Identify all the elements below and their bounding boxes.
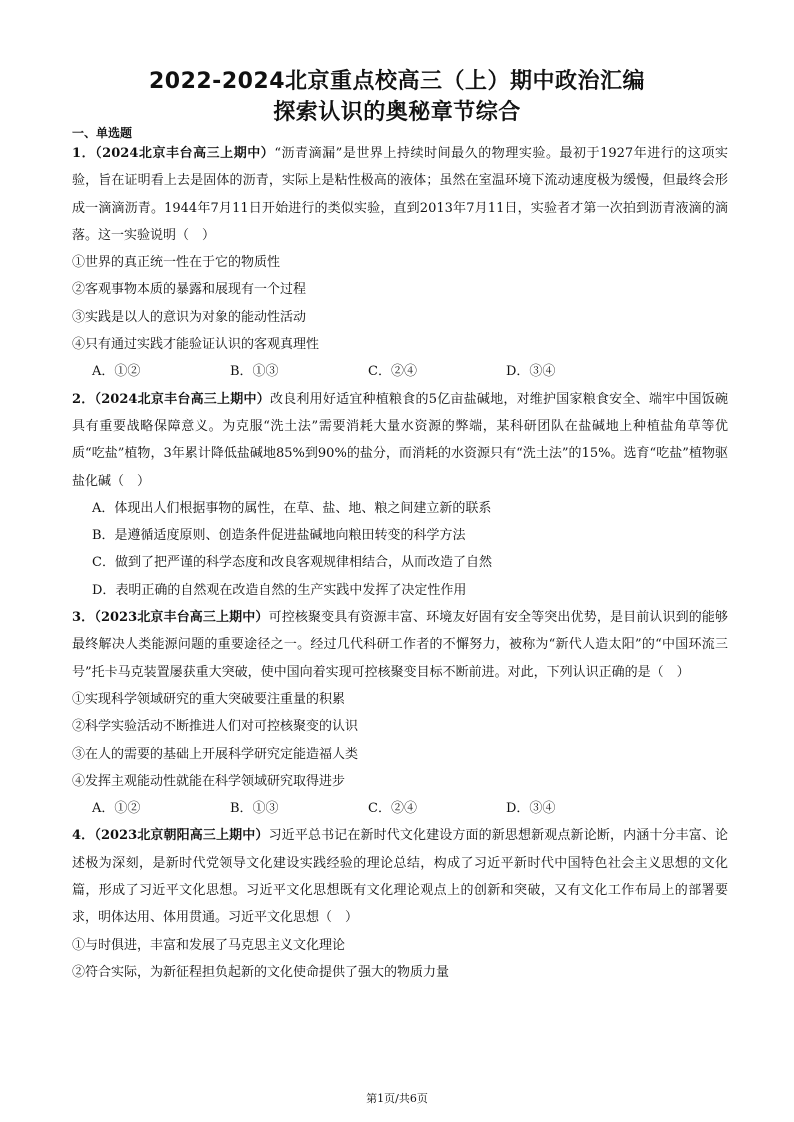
- question-stem: [72, 140, 728, 249]
- question-text: 改良利用好适宜种植粮食的5亿亩盐碱地，对维护国家粮食安全、端牢中国饭碗具有重要战略保障意义。为克服“洗土法”需要消耗大量水资源的弊端，某科研团队在盐碱地上种植盐角草等优质“吃盐”植物，3年累计降低盐碱地85%到90%的盐分，而消耗的水资源只有“洗土法”的15%。选育“吃盐”植物驱盐化碱（ ）: [72, 391, 729, 489]
- option-b: B．①③: [230, 801, 279, 817]
- question-1: [72, 140, 728, 386]
- statement: ①世界的真正统一性在于它的物质性: [72, 255, 281, 271]
- option-c: C．②④: [368, 801, 417, 817]
- statement: ④只有通过实践才能验证认识的客观真理性: [72, 337, 320, 353]
- question-3: [72, 604, 728, 822]
- question-list: [72, 140, 728, 986]
- question-text: “沥青滴漏”是世界上持续时间最久的物理实验。最初于1927年进行的这项实验，旨在证明看上去是固体的沥青，实际上是粘性极高的液体；虽然在室温环境下流动速度极为缓慢，但最终会形成一滴滴沥青。1944年7月11日开始进行的类似实验，直到2013年7月11日，实验者才第一次拍到沥青液滴的滴落。这一实验说明（ ）: [72, 146, 728, 243]
- question-number: 2．: [72, 391, 95, 407]
- section-heading: 一、单选题: [72, 126, 133, 140]
- option-a: A．体现出人们根据事物的属性，在草、盐、地、粮之间建立新的联系: [92, 500, 492, 516]
- statement: ③实践是以人的意识为对象的能动性活动: [72, 309, 307, 325]
- question-text: 可控核聚变具有资源丰富、环境友好固有安全等突出优势，是目前认识到的能够最终解决人类能源问题的重要途径之一。经过几代科研工作者的不懈努力，被称为“新代人造太阳”的“中国环流三号”托卡马克装置屡获重大突破，使中国向着实现可控核聚变目标不断前进。对此，下列认识正确的是（ ）: [72, 610, 728, 680]
- option-a: A．①②: [92, 801, 141, 817]
- question-source: （2024北京丰台高三上期中）: [95, 146, 275, 161]
- statement: ①与时俱进，丰富和发展了马克思主义文化理论: [72, 937, 346, 953]
- statement: ②科学实验活动不断推进人们对可控核聚变的认识: [72, 719, 359, 735]
- question-stem: [72, 604, 728, 686]
- question-source: （2023北京朝阳高三上期中）: [94, 828, 269, 844]
- statement: ④发挥主观能动性就能在科学领域研究取得进步: [72, 773, 346, 789]
- question-source: （2023北京丰台高三上期中）: [94, 610, 269, 626]
- question-source: （2024北京丰台高三上期中）: [94, 391, 270, 407]
- option-b: B．是遵循适度原则、创造条件促进盐碱地向粮田转变的科学方法: [92, 528, 466, 544]
- option-d: D．③④: [506, 364, 556, 380]
- option-a: A．①②: [92, 364, 141, 380]
- page-footer: 第1页/共6页: [366, 1092, 428, 1105]
- question-number: 4．: [72, 828, 95, 844]
- option-d: D．③④: [506, 801, 556, 817]
- question-number: 1．: [72, 146, 96, 161]
- statement: ②客观事物本质的暴露和展现有一个过程: [72, 282, 307, 298]
- question-2: [72, 386, 728, 604]
- question-stem: [72, 386, 728, 495]
- question-text: 习近平总书记在新时代文化建设方面的新思想新观点新论断，内涵十分丰富、论述极为深刻，是新时代党领导文化建设实践经验的理论总结，构成了习近平新时代中国特色社会主义思想的文化篇，形成了习近平文化思想。习近平文化思想既有文化理论观点上的创新和突破，又有文化工作布局上的部署要求，明体达用、体用贯通。习近平文化思想（ ）: [72, 828, 728, 926]
- document-title: 2022-2024北京重点校高三（上）期中政治汇编: [148, 69, 646, 94]
- question-stem: [72, 822, 728, 931]
- document-subtitle: 探索认识的奥秘章节综合: [273, 100, 521, 125]
- question-4: [72, 822, 728, 986]
- statement: ②符合实际，为新征程担负起新的文化使命提供了强大的物质力量: [72, 964, 450, 980]
- option-d: D．表明正确的自然观在改造自然的生产实践中发挥了决定性作用: [92, 582, 467, 598]
- answer-options: [72, 795, 728, 822]
- answer-options: [72, 358, 728, 385]
- option-c: C．做到了把严谨的科学态度和改良客观规律相结合，从而改造了自然: [92, 555, 492, 571]
- statement: ③在人的需要的基础上开展科学研究定能造福人类: [72, 746, 359, 762]
- option-b: B．①③: [230, 364, 279, 380]
- option-c: C．②④: [368, 364, 417, 380]
- statement: ①实现科学领域研究的重大突破要注重量的积累: [72, 691, 346, 707]
- question-number: 3．: [72, 610, 95, 626]
